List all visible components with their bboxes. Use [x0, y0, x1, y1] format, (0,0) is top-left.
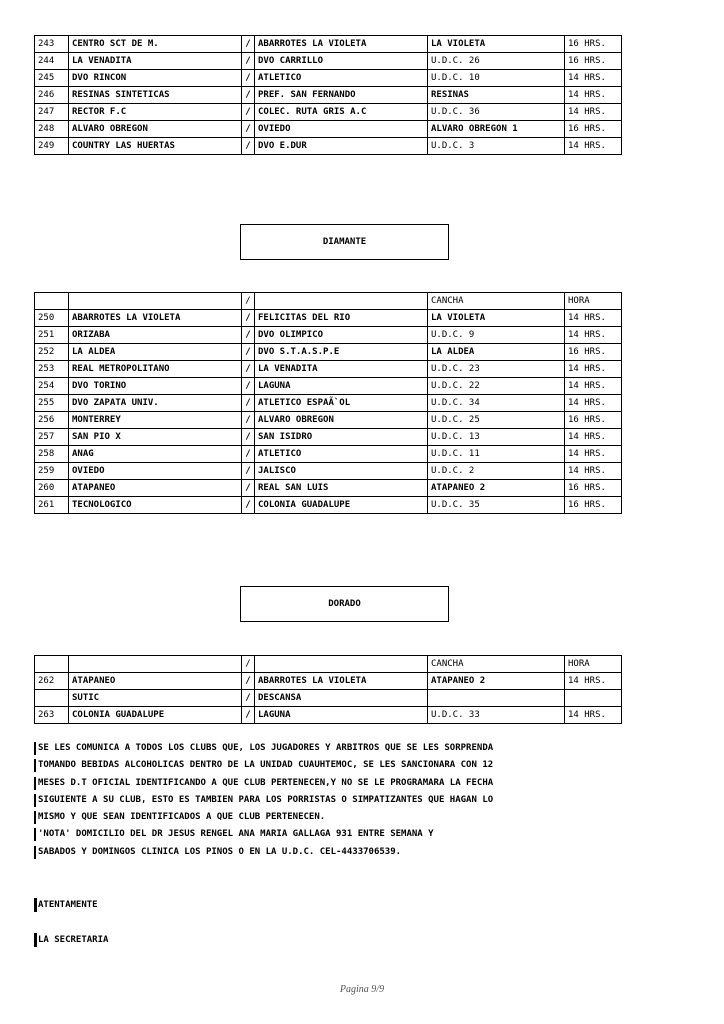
cell-num: [35, 293, 69, 310]
cell-hora: 14 HRS.: [565, 446, 622, 463]
cell-hora: 14 HRS.: [565, 361, 622, 378]
cell-away: ATLETICO: [255, 446, 428, 463]
cell-sep: /: [242, 87, 255, 104]
cell-hora: 14 HRS.: [565, 707, 622, 724]
cell-sep: /: [242, 707, 255, 724]
cell-hora: 16 HRS.: [565, 121, 622, 138]
cell-cancha: U.D.C. 34: [428, 395, 565, 412]
cell-home: COLONIA GUADALUPE: [69, 707, 242, 724]
cell-sep: /: [242, 378, 255, 395]
cell-cancha: LA VIOLETA: [428, 36, 565, 53]
cell-sep: /: [242, 53, 255, 70]
cell-num: 244: [35, 53, 69, 70]
cell-home: DVO RINCON: [69, 70, 242, 87]
cell-away: REAL SAN LUIS: [255, 480, 428, 497]
cell-hora: 14 HRS.: [565, 378, 622, 395]
table-row: [35, 446, 622, 463]
cell-cancha: RESINAS: [428, 87, 565, 104]
section-title-dorado: DORADO: [240, 586, 449, 622]
table-row: [35, 121, 622, 138]
table-row: [35, 344, 622, 361]
cell-sep: /: [242, 138, 255, 155]
cell-home: RESINAS SINTETICAS: [69, 87, 242, 104]
cell-away: DESCANSA: [255, 690, 428, 707]
cell-cancha: ATAPANEO 2: [428, 673, 565, 690]
cell-cancha: U.D.C. 11: [428, 446, 565, 463]
cell-cancha: ATAPANEO 2: [428, 480, 565, 497]
table-row: [35, 497, 622, 514]
cell-home: DVO ZAPATA UNIV.: [69, 395, 242, 412]
table-row: [35, 412, 622, 429]
cell-home: ANAG: [69, 446, 242, 463]
cell-sep: /: [242, 344, 255, 361]
table-row: [35, 310, 622, 327]
cell-hora: [565, 690, 622, 707]
cell-hora: 14 HRS.: [565, 673, 622, 690]
signature-text: LA SECRETARIA: [34, 933, 108, 947]
cell-num: 259: [35, 463, 69, 480]
cell-sep: /: [242, 656, 255, 673]
cell-home: SUTIC: [69, 690, 242, 707]
cell-cancha: CANCHA: [428, 656, 565, 673]
cell-hora: 14 HRS.: [565, 429, 622, 446]
cell-num: 249: [35, 138, 69, 155]
cell-num: 262: [35, 673, 69, 690]
cell-num: 252: [35, 344, 69, 361]
cell-cancha: U.D.C. 22: [428, 378, 565, 395]
table-row: [35, 36, 622, 53]
cell-sep: /: [242, 361, 255, 378]
cell-sep: /: [242, 463, 255, 480]
table-row: [35, 327, 622, 344]
cell-away: DVO CARRILLO: [255, 53, 428, 70]
cell-cancha: U.D.C. 10: [428, 70, 565, 87]
cell-cancha: U.D.C. 2: [428, 463, 565, 480]
notice-line: SE LES COMUNICA A TODOS LOS CLUBS QUE, LOS JUGADORES Y ARBITROS QUE SE LES SORPRENDA: [34, 740, 634, 757]
cell-hora: 14 HRS.: [565, 327, 622, 344]
cell-away: [255, 656, 428, 673]
schedule-table-dorado: [34, 655, 622, 724]
cell-num: 251: [35, 327, 69, 344]
cell-num: 246: [35, 87, 69, 104]
cell-sep: /: [242, 70, 255, 87]
cell-sep: /: [242, 395, 255, 412]
cell-away: DVO OLIMPICO: [255, 327, 428, 344]
cell-hora: 16 HRS.: [565, 53, 622, 70]
cell-away: ABARROTES LA VIOLETA: [255, 36, 428, 53]
cell-hora: 14 HRS.: [565, 310, 622, 327]
table-row: [35, 690, 622, 707]
section-title-diamante: DIAMANTE: [240, 224, 449, 260]
cell-num: [35, 656, 69, 673]
cell-away: PREF. SAN FERNANDO: [255, 87, 428, 104]
cell-home: SAN PIO X: [69, 429, 242, 446]
cell-hora: HORA: [565, 656, 622, 673]
notice-line: SIGUIENTE A SU CLUB, ESTO ES TAMBIEN PARA LOS PORRISTAS O SIMPATIZANTES QUE HAGAN LO: [34, 792, 634, 809]
cell-cancha: U.D.C. 33: [428, 707, 565, 724]
cell-home: LA ALDEA: [69, 344, 242, 361]
notice-block: [34, 740, 634, 861]
schedule-table-diamante: [34, 292, 622, 514]
cell-cancha: [428, 690, 565, 707]
table-row: [35, 707, 622, 724]
cell-hora: HORA: [565, 293, 622, 310]
cell-home: OVIEDO: [69, 463, 242, 480]
cell-hora: 14 HRS.: [565, 463, 622, 480]
cell-away: ATLETICO ESPAÃ`OL: [255, 395, 428, 412]
cell-away: SAN ISIDRO: [255, 429, 428, 446]
table-row: [35, 463, 622, 480]
cell-num: 254: [35, 378, 69, 395]
cell-home: ATAPANEO: [69, 673, 242, 690]
cell-home: ALVARO OBREGON: [69, 121, 242, 138]
cell-sep: /: [242, 121, 255, 138]
closing-text: ATENTAMENTE: [34, 898, 98, 912]
cell-num: 243: [35, 36, 69, 53]
cell-num: 261: [35, 497, 69, 514]
cell-sep: /: [242, 480, 255, 497]
cell-cancha: U.D.C. 9: [428, 327, 565, 344]
cell-num: 257: [35, 429, 69, 446]
cell-cancha: CANCHA: [428, 293, 565, 310]
notice-line: MESES D.T OFICIAL IDENTIFICANDO A QUE CLUB PERTENECEN,Y NO SE LE PROGRAMARA LA FECHA: [34, 775, 634, 792]
cell-home: TECNOLOGICO: [69, 497, 242, 514]
notice-line: MISMO Y QUE SEAN IDENTIFICADOS A QUE CLUB PERTENECEN.: [34, 809, 634, 826]
cell-sep: /: [242, 412, 255, 429]
table-row: [35, 395, 622, 412]
cell-num: 250: [35, 310, 69, 327]
cell-home: [69, 293, 242, 310]
cell-home: REAL METROPOLITANO: [69, 361, 242, 378]
cell-num: 260: [35, 480, 69, 497]
cell-away: LAGUNA: [255, 378, 428, 395]
cell-away: DVO E.DUR: [255, 138, 428, 155]
table-row: [35, 378, 622, 395]
cell-sep: /: [242, 104, 255, 121]
page-number: Pagina 9/9: [339, 984, 385, 995]
cell-away: LAGUNA: [255, 707, 428, 724]
cell-home: COUNTRY LAS HUERTAS: [69, 138, 242, 155]
cell-hora: 16 HRS.: [565, 344, 622, 361]
table-row: [35, 480, 622, 497]
cell-hora: 14 HRS.: [565, 395, 622, 412]
cell-cancha: U.D.C. 13: [428, 429, 565, 446]
cell-num: 253: [35, 361, 69, 378]
cell-hora: 14 HRS.: [565, 87, 622, 104]
cell-home: RECTOR F.C: [69, 104, 242, 121]
cell-home: LA VENADITA: [69, 53, 242, 70]
cell-home: ATAPANEO: [69, 480, 242, 497]
cell-sep: /: [242, 36, 255, 53]
cell-hora: 16 HRS.: [565, 412, 622, 429]
cell-num: 247: [35, 104, 69, 121]
cell-num: 256: [35, 412, 69, 429]
cell-away: ALVARO OBREGON: [255, 412, 428, 429]
cell-cancha: U.D.C. 36: [428, 104, 565, 121]
cell-cancha: U.D.C. 26: [428, 53, 565, 70]
cell-away: [255, 293, 428, 310]
cell-sep: /: [242, 673, 255, 690]
cell-cancha: LA VIOLETA: [428, 310, 565, 327]
table-row: [35, 673, 622, 690]
table-row: [35, 87, 622, 104]
table-row: [35, 104, 622, 121]
cell-hora: 16 HRS.: [565, 36, 622, 53]
cell-num: 255: [35, 395, 69, 412]
cell-home: DVO TORINO: [69, 378, 242, 395]
cell-home: MONTERREY: [69, 412, 242, 429]
cell-away: JALISCO: [255, 463, 428, 480]
cell-num: [35, 690, 69, 707]
schedule-table-continuation: [34, 35, 622, 155]
table-header-row: [35, 293, 622, 310]
table-header-row: [35, 656, 622, 673]
cell-hora: 16 HRS.: [565, 480, 622, 497]
cell-away: DVO S.T.A.S.P.E: [255, 344, 428, 361]
cell-num: 245: [35, 70, 69, 87]
cell-away: ABARROTES LA VIOLETA: [255, 673, 428, 690]
cell-num: 248: [35, 121, 69, 138]
cell-hora: 14 HRS.: [565, 104, 622, 121]
cell-num: 258: [35, 446, 69, 463]
cell-hora: 16 HRS.: [565, 497, 622, 514]
table-row: [35, 429, 622, 446]
cell-away: COLONIA GUADALUPE: [255, 497, 428, 514]
cell-home: ORIZABA: [69, 327, 242, 344]
cell-sep: /: [242, 429, 255, 446]
notice-line: TOMANDO BEBIDAS ALCOHOLICAS DENTRO DE LA UNIDAD CUAUHTEMOC, SE LES SANCIONARA CON 12: [34, 757, 634, 774]
cell-home: [69, 656, 242, 673]
cell-sep: /: [242, 497, 255, 514]
table-row: [35, 361, 622, 378]
notice-line: SABADOS Y DOMINGOS CLINICA LOS PINOS O EN LA U.D.C. CEL-4433706539.: [34, 844, 634, 861]
cell-away: ATLETICO: [255, 70, 428, 87]
cell-sep: /: [242, 310, 255, 327]
cell-cancha: ALVARO OBREGON 1: [428, 121, 565, 138]
cell-num: 263: [35, 707, 69, 724]
cell-cancha: U.D.C. 25: [428, 412, 565, 429]
cell-home: ABARROTES LA VIOLETA: [69, 310, 242, 327]
cell-hora: 14 HRS.: [565, 70, 622, 87]
cell-sep: /: [242, 293, 255, 310]
table-row: [35, 53, 622, 70]
cell-sep: /: [242, 690, 255, 707]
cell-hora: 14 HRS.: [565, 138, 622, 155]
cell-away: LA VENADITA: [255, 361, 428, 378]
table-row: [35, 138, 622, 155]
cell-cancha: U.D.C. 3: [428, 138, 565, 155]
cell-cancha: U.D.C. 35: [428, 497, 565, 514]
cell-away: OVIEDO: [255, 121, 428, 138]
cell-sep: /: [242, 446, 255, 463]
cell-away: COLEC. RUTA GRIS A.C: [255, 104, 428, 121]
cell-sep: /: [242, 327, 255, 344]
cell-away: FELICITAS DEL RIO: [255, 310, 428, 327]
table-row: [35, 70, 622, 87]
notice-line: 'NOTA' DOMICILIO DEL DR JESUS RENGEL ANA MARIA GALLAGA 931 ENTRE SEMANA Y: [34, 826, 634, 843]
cell-home: CENTRO SCT DE M.: [69, 36, 242, 53]
cell-cancha: LA ALDEA: [428, 344, 565, 361]
cell-cancha: U.D.C. 23: [428, 361, 565, 378]
